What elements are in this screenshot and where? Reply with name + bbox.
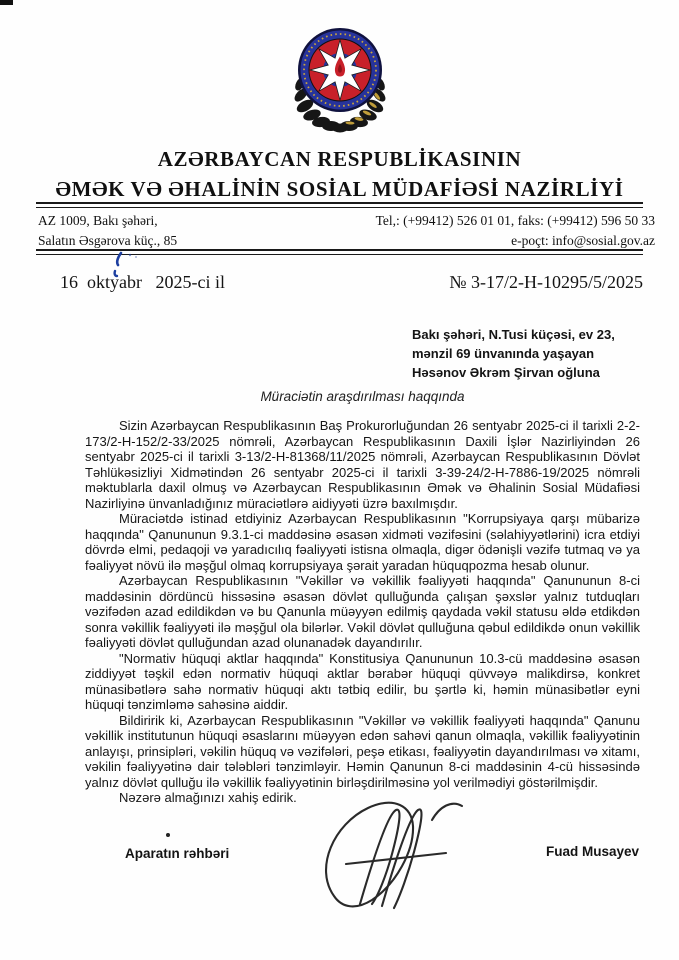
state-emblem-icon (288, 24, 392, 134)
address-line2: Salatın Əsgərova küç., 85 (38, 233, 178, 248)
recipient-line3: Həsənov Əkrəm Şirvan oğluna (412, 365, 600, 380)
letter-paragraph: Nəzərə almağınızı xahiş edirik. (119, 790, 297, 805)
signer-name: Fuad Musayev (546, 844, 640, 859)
letter-number: № 3-17/2-H-10295/5/2025 (449, 272, 643, 292)
letter-paragraph: Sizin Azərbaycan Respublikasının Baş Prokurorluğundan 26 sentyabr 2025-ci il tarixli 2-2-173/2-H-152/2-33/2025 nömrəli, Azərbaycan Respublikasının Daxili İşlər Nazirliyindən 26 sentyabr 2025-ci il tarixli 3-13/2-H-81368/11/2025 nömrəli, Azərbaycan Respublikasının Dövlət Təhlükəsizliyi Xidmətindən 26 sentyabr 2025-ci il tarixli 3-39-24/2-H-7886-19/2025 nömrəli məktublarla daxil olmuş və Azərbaycan Respublikasının Əmək və Əhalinin Sosial Müdafiəsi Nazirliyinə ünvanladığınız müraciətlərə aidiyyəti üzrə baxılmışdır. (85, 418, 640, 511)
recipient-line1: Bakı şəhəri, N.Tusi küçəsi, ev 23, (412, 327, 615, 342)
letter-body (85, 418, 640, 806)
org-title-line2: ƏMƏK VƏ ƏHALİNİN SOSİAL MÜDAFİƏSİ NAZİRLİYİ (55, 177, 624, 201)
letter-date: 16 oktyabr 2025-ci il (60, 272, 225, 292)
address-line1: AZ 1009, Bakı şəhəri, (38, 213, 158, 228)
letter-paragraph: Azərbaycan Respublikasının "Vəkillər və vəkillik fəaliyyəti haqqında" Qanununun 8-ci maddəsinin dördüncü hissəsinə əsasən dövlət qulluğunda çalışan şəxslər yalnız tutduqları vəzifədən azad edildikdən və bu Qanunla müəyyən edilmiş qaydada vəkil statusu əldə etdikdən sonra vəkillik fəaliyyəti ilə məşğul ola bilərlər. Vəkil dövlət qulluğuna qəbul edildikdə onun vəkillik fəaliyyəti dövlət qulluğundan azad olunanadək dayandırılır. (85, 573, 640, 650)
org-title-line1: AZƏRBAYCAN RESPUBLİKASININ (157, 147, 522, 171)
letter-paragraph: Müraciətdə istinad etdiyiniz Azərbaycan Respublikasının "Korrupsiyaya qarşı mübarizə haqqında" Qanununun 9.3.1-ci maddəsinə əsasən xidməti vəzifəsini (səlahiyyətlərini) icra etdiyi dövrdə elmi, pedaqoji və yaradıcılıq fəaliyyəti istisna olmaqla, digər ödənişli vəzifə tutmaq və ya fəaliyyət növü ilə məşğul olmaq korrupsiyaya şərait yaradan hüquqpozma hesab olunur. (85, 511, 640, 573)
org-title (0, 144, 679, 204)
signature-ink (316, 796, 468, 920)
subject-line: Müraciətin araşdırılması haqqında (260, 389, 465, 404)
org-address (38, 211, 177, 251)
contact-email: e-poçt: info@sosial.gov.az (511, 233, 655, 248)
letter-paragraph: "Normativ hüquqi aktlar haqqında" Konstitusiya Qanununun 10.3-cü maddəsinə əsasən ziddiyyət təşkil edən normativ hüquqi aktlar bərabər hüquqi qüvvəyə malikdirsə, konkret münasibətlərə sahə normativ hüquqi aktı tətbiq edilir, bu şərtlə ki, həmin münasibətlər eyni hüquqi tənzimləmə sahəsinə aiddir. (85, 650, 640, 712)
reference-row (60, 272, 643, 293)
letterhead-row (38, 211, 655, 251)
letter-paragraph: Bildiririk ki, Azərbaycan Respublikasının "Vəkillər və vəkillik fəaliyyəti haqqında" Qanunu vəkillik institutunun hüquqi əsaslarını müəyyən edən sahəvi qanun olmaqla, vəkillik fəaliyyətinin anlayışı, prinsipləri, vəkilin hüquq və vəzifələri, peşə etikası, fəaliyyətin dayandırılması və xitamı, vəkilin fəaliyyətinə dair tələbləri tənzimləyir. Həmin Qanunun 8-ci maddəsinin 4-cü hissəsində yalnız dövlət qulluğu ilə vəkillik fəaliyyətinin birləşdirilməsinə yol verilmədiyi göstərilmişdir. (85, 712, 640, 790)
divider-rule-top (36, 202, 643, 208)
stray-ink-dot (166, 833, 170, 837)
contact-phone-fax: Tel,: (+99412) 526 01 01, faks: (+99412) 596 50 33 (375, 213, 655, 228)
signer-title: Aparatın rəhbəri (125, 846, 230, 861)
recipient-line2: mənzil 69 ünvanında yaşayan (412, 346, 595, 361)
org-contacts (376, 211, 655, 251)
recipient-block (412, 325, 615, 382)
scan-artifact-mark (0, 0, 13, 5)
